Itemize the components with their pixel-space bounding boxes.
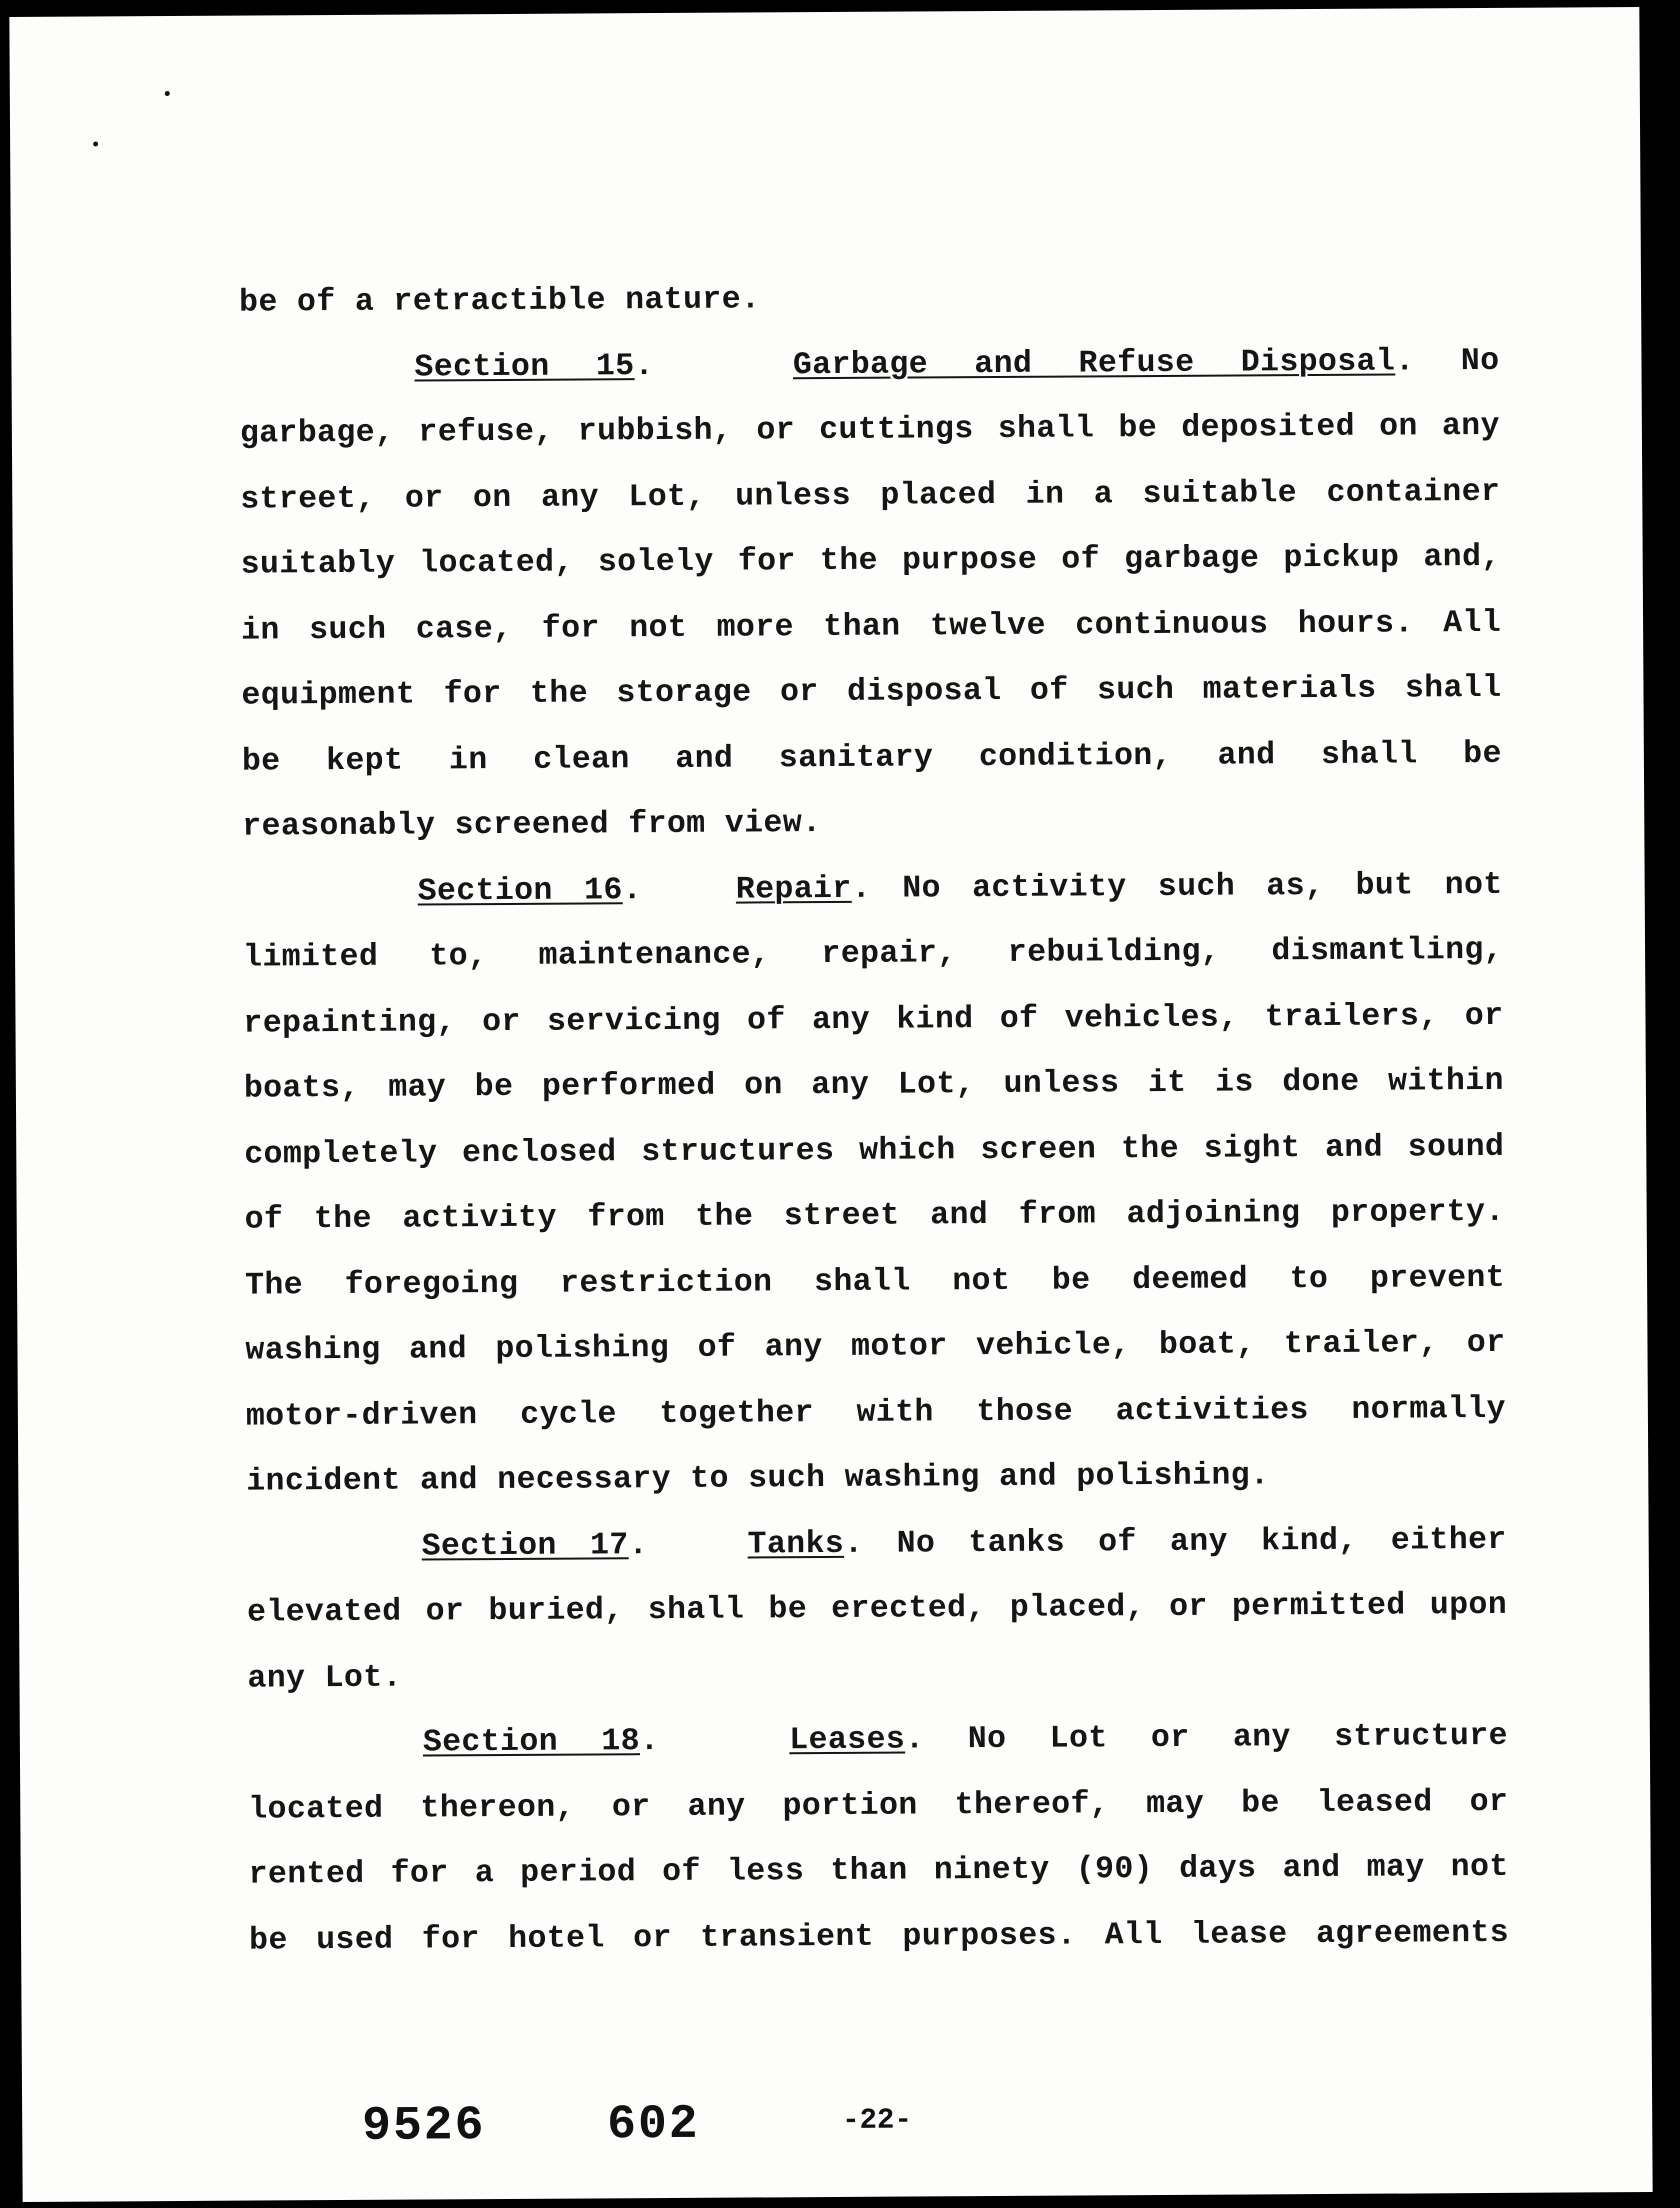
section-heading-line: [239, 328, 1499, 401]
text-line: [247, 1638, 1507, 1711]
section-heading-line: [246, 1507, 1506, 1580]
line-text: of the activity from the street and from adjoining property.: [244, 1194, 1505, 1238]
line-text: suitably located, solely for the purpose of garbage pickup and,: [240, 539, 1501, 583]
text-line: [243, 983, 1503, 1056]
document-body: [239, 263, 1509, 1974]
scan-speck: [93, 141, 98, 146]
line-text: repainting, or servicing of any kind of vehicles, trailers, or: [243, 998, 1504, 1042]
line-text: equipment for the storage or disposal of such materials shall: [241, 670, 1502, 714]
document-page: [9, 7, 1652, 2202]
text-line: [243, 918, 1503, 991]
line-text: completely enclosed structures which screen the sight and sound: [244, 1129, 1505, 1173]
text-line: [246, 1442, 1506, 1515]
line-text: motor-driven cycle together with those activities normally: [245, 1391, 1506, 1435]
section-title: Tanks: [747, 1526, 845, 1563]
line-text: be of a retractible nature.: [238, 282, 761, 321]
scan-speck: [165, 91, 170, 96]
line-text: . No: [1395, 343, 1500, 380]
line-text: . No activity such as, but not: [851, 867, 1503, 907]
text-line: [248, 1769, 1508, 1842]
text-line: [240, 525, 1500, 598]
text-line: [240, 459, 1500, 532]
line-text: elevated or buried, shall be erected, placed, or permitted upon: [246, 1587, 1508, 1631]
line-text: washing and polishing of any motor vehicle, boat, trailer, or: [245, 1325, 1506, 1369]
text-line: [242, 721, 1502, 794]
line-text: limited to, maintenance, repair, rebuilding, dismantling,: [242, 932, 1504, 976]
text-line: [248, 1835, 1508, 1908]
text-line: [242, 787, 1502, 860]
line-text: incident and necessary to such washing and polishing.: [246, 1458, 1270, 1500]
section-number: Section 18: [422, 1724, 641, 1761]
text-line: [249, 1900, 1509, 1973]
footer-page-reference: 602: [607, 2097, 700, 2153]
line-text: The foregoing restriction shall not be deemed to prevent: [244, 1260, 1506, 1304]
section-number: Section 17: [421, 1527, 629, 1565]
line-text: . No tanks of any kind, either: [844, 1522, 1507, 1562]
section-title: Leases: [789, 1722, 906, 1759]
text-line: [241, 656, 1501, 729]
punctuation: .: [628, 1527, 649, 1563]
text-line: [244, 1049, 1504, 1122]
line-text: garbage, refuse, rubbish, or cuttings shall be deposited on any: [239, 408, 1500, 452]
line-text: be kept in clean and sanitary condition, and shall be: [241, 736, 1502, 780]
page-number: -22-: [842, 2103, 912, 2137]
section-heading-line: [248, 1704, 1508, 1777]
footer-book-number: 9526: [362, 2099, 486, 2154]
section-title: Repair: [735, 871, 852, 908]
line-text: located thereon, or any portion thereof, may be leased or: [248, 1784, 1509, 1828]
text-line: [244, 1180, 1504, 1253]
punctuation: .: [634, 348, 654, 384]
text-line: [240, 394, 1500, 467]
section-number: Section 15: [414, 348, 635, 386]
line-text: in such case, for not more than twelve continuous hours. All: [240, 605, 1502, 649]
section-heading-line: [242, 852, 1502, 925]
line-text: street, or on any Lot, unless placed in a suitable container: [240, 474, 1501, 518]
section-number: Section 16: [417, 872, 623, 910]
line-text: reasonably screened from view.: [242, 806, 822, 845]
text-line: [245, 1245, 1505, 1318]
section-title: Garbage and Refuse Disposal: [792, 344, 1396, 383]
line-text: any Lot.: [247, 1660, 403, 1697]
text-line: [244, 1114, 1504, 1187]
text-line: [245, 1311, 1505, 1384]
text-line: [246, 1376, 1506, 1449]
text-line: [247, 1573, 1507, 1646]
punctuation: .: [639, 1724, 660, 1760]
line-text: rented for a period of less than ninety (90) days and may not: [248, 1849, 1509, 1893]
text-line: [239, 263, 1499, 336]
line-text: be used for hotel or transient purposes. All lease agreements: [248, 1915, 1510, 1959]
line-text: boats, may be performed on any Lot, unless it is done within: [243, 1063, 1504, 1107]
text-line: [241, 590, 1501, 663]
punctuation: .: [622, 872, 643, 908]
line-text: . No Lot or any structure: [905, 1718, 1508, 1758]
